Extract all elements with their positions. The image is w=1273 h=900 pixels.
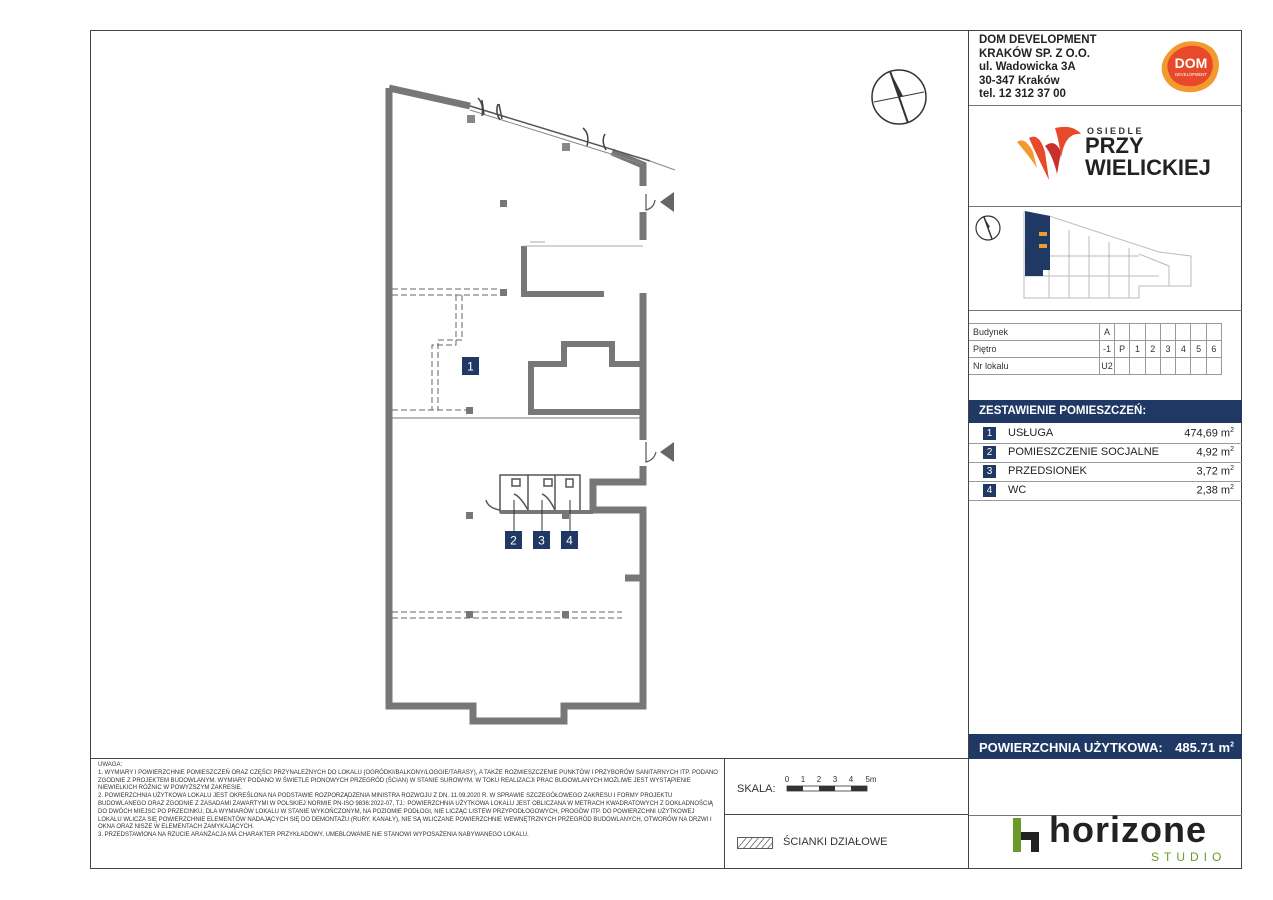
floor-value: -1 [1100,341,1115,358]
rooms-heading: ZESTAWIENIE POMIESZCZEŃ: [969,400,1242,423]
room-row [969,443,1242,463]
estate-logo-icon [1015,122,1083,182]
entry-marker-1 [660,192,674,212]
room-row [969,481,1242,501]
window-line-inner [470,110,643,164]
company-name-2: KRAKÓW SP. Z O.O. [979,47,1090,60]
legend-label: ŚCIANKI DZIAŁOWE [783,836,888,848]
dom-logo-sub: DEVELOPMENT [1175,72,1207,77]
east-entry-doors [646,192,674,462]
company-phone: tel. 12 312 37 00 [979,88,1066,100]
room-area: 3,72 $m^2$ [1196,465,1234,478]
divider-3 [969,310,1242,311]
floor-option: 3 [1160,341,1175,358]
notes [98,762,718,840]
scale-bar [783,773,883,799]
inner-walls [524,246,643,412]
floor-option: 2 [1145,341,1160,358]
dashed-partitions [392,289,622,618]
scale-tick: 1 [800,775,806,784]
notes-box [90,758,725,869]
room-area: 474,69 $m^2$ [1184,427,1234,440]
dom-logo-text: DOM [1174,55,1208,71]
dash-step-2 [432,295,456,410]
total-usable-area [969,734,1242,759]
room-number: 2 [983,446,996,459]
horizone-word: horizone [1049,809,1207,850]
horizone-mark-icon [1013,818,1047,852]
building-row [969,324,1222,341]
dom-logo-icon [1157,36,1225,96]
scale-tick: 0 [784,775,790,784]
room-number: 3 [983,465,996,478]
info-panel [968,30,1242,869]
sink-2 [544,479,552,486]
door-east-1 [646,194,655,210]
company-name: DOM DEVELOPMENT [979,34,1097,46]
door-arc-wc-2 [514,494,528,510]
key-plan [969,206,1242,310]
room-area: 4,92 $m^2$ [1196,446,1234,459]
outer-walls [389,88,643,721]
room-area: 2,38 $m^2$ [1196,484,1234,497]
estate-wielickiej: WIELICKIEJ [1085,155,1211,180]
room-row [969,424,1242,444]
room-name: POMIESZCZENIE SOCJALNE [1008,446,1159,458]
notes-title: UWAGA: [98,762,123,768]
floor-option: P [1115,341,1130,358]
room-name: WC [1008,484,1027,496]
building-label: Budynek [969,324,1100,341]
floor-option: 4 [1176,341,1191,358]
scale-box [725,758,968,815]
column-facade-1 [467,115,475,123]
dash-step-1 [438,295,462,410]
hatch-swatch-icon [737,837,773,849]
company-info [979,34,1097,102]
estate-przy: PRZY [1085,133,1144,158]
room-label-2: 2 [510,533,517,548]
room-label-4: 4 [566,533,573,548]
estate-osiedle: OSIEDLE [1087,126,1145,136]
column-3 [466,407,473,414]
toilet [566,479,573,487]
unit-label: Nr lokalu [969,358,1100,375]
door-arc-wc-1 [486,500,500,510]
door-leaf-2 [499,104,502,119]
outer-wall-main [389,88,643,721]
horizone-studio: STUDIO [1151,850,1227,864]
note-item: 2. POWIERZCHNIA UŻYTKOWA LOKALU JEST OKREŚLONA NA PODSTAWIE ROZPORZĄDZENIA MINISTRA ROZWOJU Z DN. 11.09.2020 R. W SPRAWIE SZCZEGÓŁOWEGO ZAKRESU I FORMY PROJEKTU BUDOWLANEGO ORAZ ZGODNIE Z ZASADAMI ZAWARTYMI W POLSKIEJ NORMIE PN-ISO 9836:2022-07, TJ.: POWIERZCHNIA UŻYTKOWA LOKALU JEST OBLICZANA W METRACH KWADRATOWYCH Z DOKŁADNOŚCIĄ DO DWÓCH MIEJSC PO PRZECINKU, DLA WYMIARÓW LOKALU W STANIE WYKOŃCZONYM, NA POZIOMIE PODŁOGI, NIE LICZĄC LISTEW PRZYPODŁOGOWYCH, PROGÓW ITP. DO POWIERZCHNI UŻYTKOWEJ LOKALU WLICZA SIĘ POWIERZCHNIE ELEMENTÓW NADAJĄCYCH SIĘ DO DEMONTAŻU (RURY, KANAŁY), NIE SĄ WLICZANE POWIERZCHNIE WEWNĘTRZNYCH PRZEGRÓD BUDOWLANYCH, OTWORÓW NA DRZWI I OKNA ORAZ NISZE W ELEMENTACH ZAMYKAJĄCYCH. [98,793,713,831]
room-labels [462,357,578,549]
scale-label: SKALA: [737,783,776,795]
room-number: 1 [983,427,996,440]
note-item: 3. PRZEDSTAWIONA NA RZUCIE ARANŻACJA MA CHARAKTER PRZYKŁADOWY, UMEBLOWANIE NIE STANOWI WYPOSAŻENIA NABYWANEGO LOKALU. [98,832,529,839]
scale-tick: 4 [848,775,854,784]
door-arc-wc-3 [542,494,555,510]
column-4 [466,512,473,519]
inner-wall-stair [524,246,604,294]
scale-tick: 2 [816,775,822,784]
label-leaders [514,500,570,531]
floor-option: 1 [1130,341,1145,358]
total-label: POWIERZCHNIA UŻYTKOWA: [979,740,1163,755]
column-1 [500,200,507,207]
room-name: PRZEDSIONEK [1008,465,1087,477]
floor-label: Piętro [969,341,1100,358]
legend-box [725,815,968,869]
room-label-3: 3 [538,533,545,548]
floor-option: 5 [1191,341,1206,358]
site-line [650,161,675,170]
door-arc-3 [583,128,588,146]
total-area-value: 485.71 $m^2$ [1175,740,1234,755]
building-value: A [1100,324,1115,341]
note-item: 1. WYMIARY I POWIERZCHNIE POMIESZCZEŃ ORAZ CZĘŚCI PRZYNALEŻNYCH DO LOKALU (OGRÓDKI/BALKONY/LOGGIE/TARASY), A TAKŻE ROZMIESZCZENIE PUNKTÓW I PRZYBORÓW SANITARNYCH ITP. PODANO ZGODNIE Z PROJEKTEM BUDOWLANYM. WYMIARY PODANO W ŚWIETLE PIONOWYCH PRZEGRÓD (ŚCIAN) W STANIE SUROWYM. W TOKU REALIZACJI PRAC BUDOWLANYCH MOŻLIWE JEST WYSTĄPIENIE NIEWIELKICH RÓŻNIC W POWYŻSZYM ZAKRESIE. [98,769,718,792]
sink-1 [512,479,520,486]
unit-row [969,358,1222,375]
room-name: USŁUGA [1008,427,1054,439]
unit-attributes-table [969,323,1222,375]
door-east-2 [646,442,656,462]
column-2 [500,289,507,296]
divider-1 [969,105,1242,106]
sanitary-rooms [486,475,580,512]
company-street: ul. Wadowicka 3A [979,61,1076,73]
unit-value: U2 [1100,358,1115,375]
column-7 [562,611,569,618]
scale-tick: 5m [865,775,877,784]
room-number: 4 [983,484,996,497]
compass-icon [868,66,930,128]
wall-north-segment [389,88,470,106]
floor-option: 6 [1206,341,1221,358]
entry-marker-2 [660,442,674,462]
column-6 [466,611,473,618]
scale-tick: 3 [832,775,838,784]
company-city: 30-347 Kraków [979,74,1060,87]
room-row [969,462,1242,482]
inner-wall-core [531,344,643,412]
column-facade-2 [562,143,570,151]
room-label-1: 1 [467,359,474,374]
floor-row [969,341,1222,358]
keyplan-highlight [1025,211,1050,276]
